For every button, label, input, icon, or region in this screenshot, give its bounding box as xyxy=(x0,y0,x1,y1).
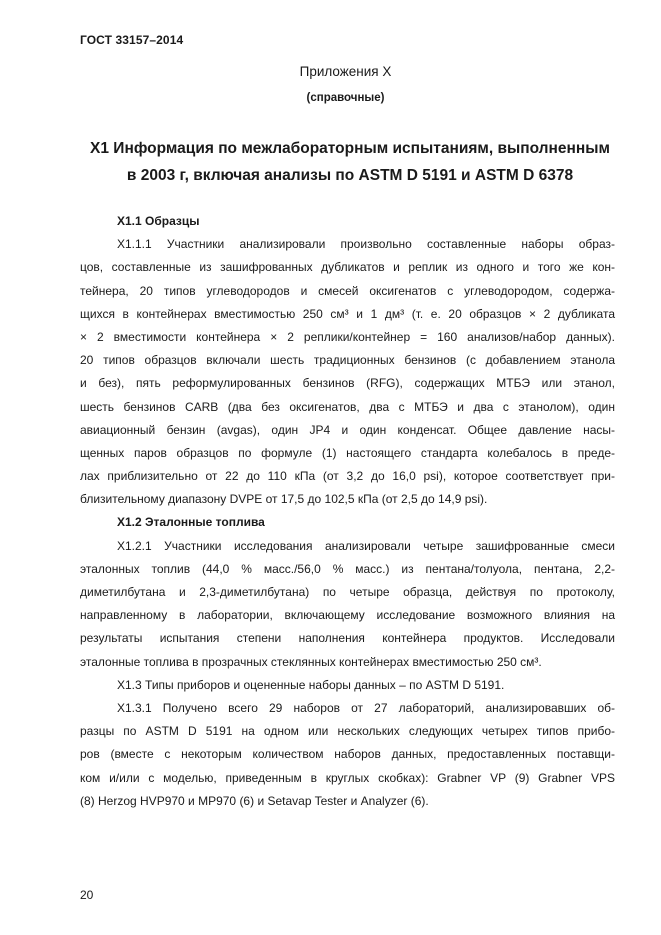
paragraph-line: 20 типов образцов включали шесть традиционных бензинов (с добавлением этанола xyxy=(80,353,615,368)
paragraph-line: разцы по ASTM D 5191 на одном или нескольких следующих четырех типов прибо- xyxy=(80,724,615,739)
section-heading-line: в 2003 г, включая анализы по ASTM D 5191 и ASTM D 6378 xyxy=(126,167,574,184)
page-number: 20 xyxy=(80,888,94,902)
paragraph-line: результаты испытания степени наполнения контейнера продуктов. Исследовали xyxy=(80,631,615,646)
paragraph-line: авиационный бензин (avgas), один JP4 и один конденсат. Общее давление насы- xyxy=(80,422,615,437)
paragraph-line: щенных паров образцов по формуле (1) настоящего стандарта колебалось в преде- xyxy=(80,445,615,460)
paragraph-line: × 2 вместимости контейнера × 2 реплики/контейнер = 160 анализов/набор данных). xyxy=(80,329,615,344)
paragraph-line: и без), пять реформулированных бензинов (RFG), содержащих МТБЭ или этанол, xyxy=(80,376,615,391)
paragraph-line: близительному диапазону DVPE от 17,5 до 102,5 кПа (от 2,5 до 14,9 psi). xyxy=(80,492,488,507)
appendix-title: Приложения Х xyxy=(299,64,392,79)
paragraph-line: шесть бензинов CARB (два без оксигенатов, два с МТБЭ и два с этанолом), один xyxy=(80,399,615,414)
paragraph-line: Х1.3.1 Получено всего 29 наборов от 27 лабораторий, анализировавших об- xyxy=(117,700,615,715)
paragraph-line: лах приблизительно от 22 до 110 кПа (от 3,2 до 16,0 psi), которое соответствует при- xyxy=(80,469,615,484)
paragraph-line: (8) Herzog HVP970 и MP970 (6) и Setavap Tester и Analyzer (6). xyxy=(80,793,429,808)
paragraph-line: щихся в контейнерах вместимостью 250 см³ и 1 дм³ (т. е. 20 образцов × 2 дубликата xyxy=(80,306,615,321)
subsection-heading-x1-3: Х1.3 Типы приборов и оцененные наборы данных – по ASTM D 5191. xyxy=(117,677,505,692)
paragraph-line: цов, составленные из зашифрованных дубликатов и реплик из одного и того же кон- xyxy=(80,260,615,275)
document-body xyxy=(80,210,615,813)
paragraph-line: эталонные топлива в прозрачных стеклянных контейнерах вместимостью 250 см³. xyxy=(80,654,542,669)
appendix-subtitle: (справочные) xyxy=(306,92,385,104)
paragraph-line: Х1.2.1 Участники исследования анализировали четыре зашифрованные смеси xyxy=(117,538,615,553)
paragraph-line: Х1.1.1 Участники анализировали произвольно составленные наборы образ- xyxy=(117,237,615,252)
paragraph-line: направленному в лаборатории, включающему исследование возможного влияния на xyxy=(80,608,615,623)
paragraph-line: ком и/или с моделью, приведенным в круглых скобках): Grabner VP (9) Grabner VPS xyxy=(80,770,615,785)
paragraph-line: диметилбутана и 2,3-диметилбутана) по четыре образца, действуя по протоколу, xyxy=(80,585,615,599)
section-heading xyxy=(80,135,620,189)
subsection-heading-x1-2: Х1.2 Эталонные топлива xyxy=(117,515,265,530)
paragraph-line: ров (вместе с некоторым количеством наборов данных, предоставленных поставщи- xyxy=(80,747,615,762)
paragraph-line: тейнера, 20 типов углеводородов и смесей оксигенатов с углеводородом, содержа- xyxy=(80,283,615,298)
subsection-heading-x1-1: Х1.1 Образцы xyxy=(117,214,200,228)
paragraph-line: эталонных топлив (44,0 % масс./56,0 % масс.) из пентана/толуола, пентана, 2,2- xyxy=(80,561,615,576)
section-heading-line: Х1 Информация по межлабораторным испытаниям, выполненным xyxy=(90,140,610,157)
standard-number: ГОСТ 33157–2014 xyxy=(80,33,184,47)
